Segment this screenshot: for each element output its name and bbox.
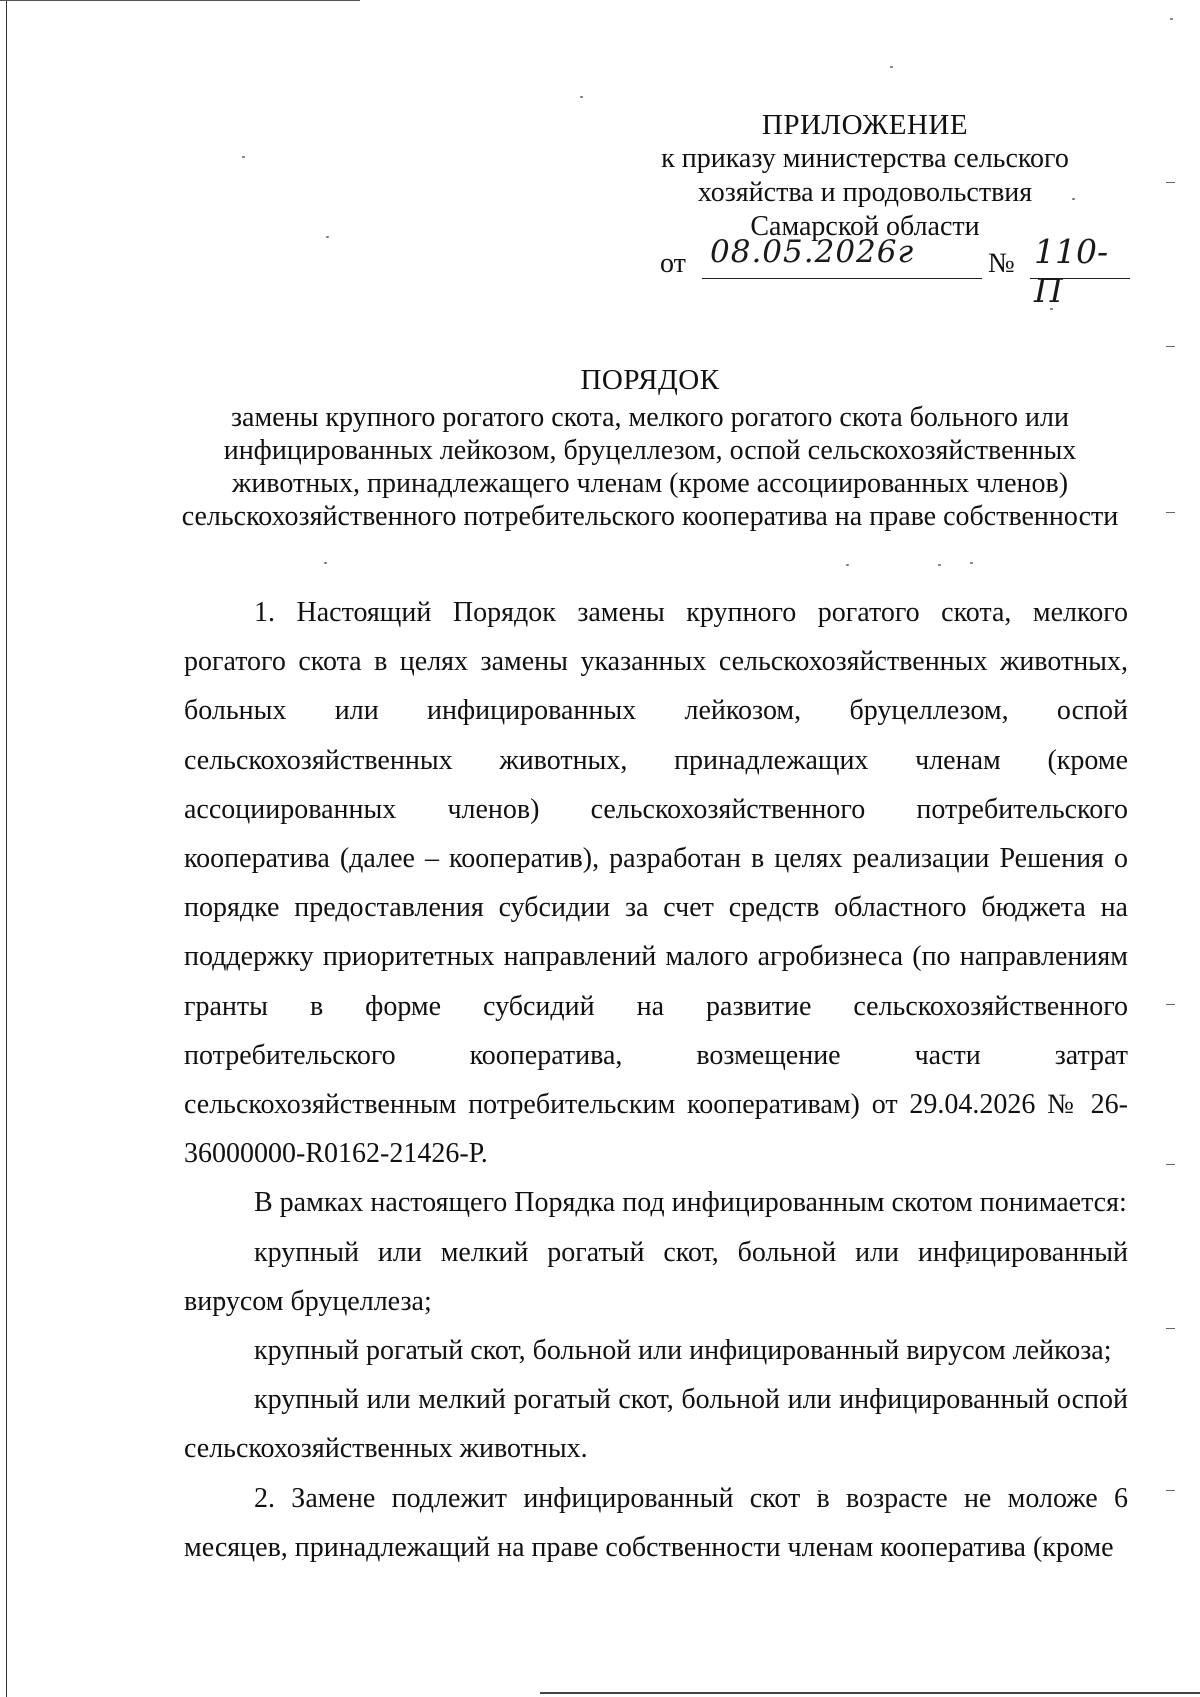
- order-date-field: [702, 234, 982, 279]
- scan-speck: [242, 156, 245, 158]
- appendix-line: хозяйства и продовольствия: [697, 177, 1033, 208]
- scan-speck: [938, 564, 941, 566]
- scan-bottom-edge: [540, 1692, 1200, 1694]
- scan-speck: [890, 66, 893, 68]
- scan-left-edge: [6, 0, 7, 1697]
- paragraph-3: 2. Замене подлежит инфицированный скот в возрасте не моложе 6 месяцев, принадлежащий на праве собственности членам кооператива (кроме: [184, 1482, 1128, 1563]
- scan-margin-tick: [1166, 1004, 1175, 1005]
- scan-speck: [580, 96, 583, 98]
- title-subtitle: замены крупного рогатого скота, мелкого рогатого скота больного или инфицированных лейкозом, бруцеллезом, оспой сельскохозяйственных животных, принадлежащего членам (кроме ассоциированных членов) сельскохозяйственного потребительского кооператива на праве собственности: [181, 402, 1119, 532]
- number-sign: №: [988, 248, 1015, 279]
- scan-speck: [846, 564, 849, 566]
- scan-margin-tick: [1166, 1164, 1175, 1165]
- scan-speck: [326, 236, 329, 238]
- scan-speck: [1170, 18, 1173, 20]
- list-item-leukosis: крупный рогатый скот, больной или инфицированный вирусом лейкоза;: [254, 1335, 1112, 1367]
- appendix-line: к приказу министерства сельского: [661, 143, 1069, 174]
- order-date-number-line: [660, 232, 1130, 310]
- scan-margin-tick: [1166, 1328, 1175, 1329]
- order-number-field: [1030, 232, 1130, 310]
- appendix-line: Самарской области: [750, 211, 980, 242]
- scan-margin-tick: [1166, 512, 1175, 513]
- paragraph-2: В рамках настоящего Порядка под инфицированным скотом понимается:: [254, 1187, 1127, 1219]
- date-prefix: от: [660, 248, 686, 279]
- document-title: [160, 364, 1140, 533]
- appendix-heading: ПРИЛОЖЕНИЕ: [761, 109, 969, 141]
- scan-top-edge: [0, 0, 360, 1]
- scan-margin-tick: [1166, 182, 1175, 183]
- scan-margin-tick: [1166, 346, 1175, 347]
- title-heading: ПОРЯДОК: [580, 364, 720, 396]
- paragraph-1: 1. Настоящий Порядок замены крупного рогатого скота, мелкого рогатого скота в целях замены указанных сельскохозяйственных животных, больных или инфицированных лейкозом, бруцеллезом, оспой сельскохозяйственных животных, принадлежащих членам (кроме ассоциированных членов) сельскохозяйственного потребительского кооператива (далее – кооператив), разработан в целях реализации Решения о порядке предоставления субсидии за счет средств областного бюджета на поддержку приоритетных направлений малого агробизнеса (по направлениям гранты в форме субсидий на развитие сельскохозяйственного потребительского кооператива, возмещение части затрат сельскохозяйственным потребительским кооперативам) от 29.04.2026 № 26-36000000-R0162-21426-Р.: [184, 597, 1128, 1170]
- handwritten-date: 08.05.2026г: [710, 234, 915, 270]
- list-item-pox: крупный или мелкий рогатый скот, больной или инфицированный оспой сельскохозяйственных животных.: [184, 1384, 1128, 1465]
- scan-margin-tick: [1166, 1490, 1175, 1491]
- scan-speck: [970, 562, 973, 564]
- handwritten-number: 110-П: [1034, 232, 1109, 310]
- list-item-brucellosis: крупный или мелкий рогатый скот, больной или инфицированный вирусом бруцеллеза;: [184, 1236, 1128, 1317]
- document-body: [184, 588, 1128, 1572]
- scan-speck: [324, 562, 327, 564]
- appendix-block: [640, 108, 1090, 244]
